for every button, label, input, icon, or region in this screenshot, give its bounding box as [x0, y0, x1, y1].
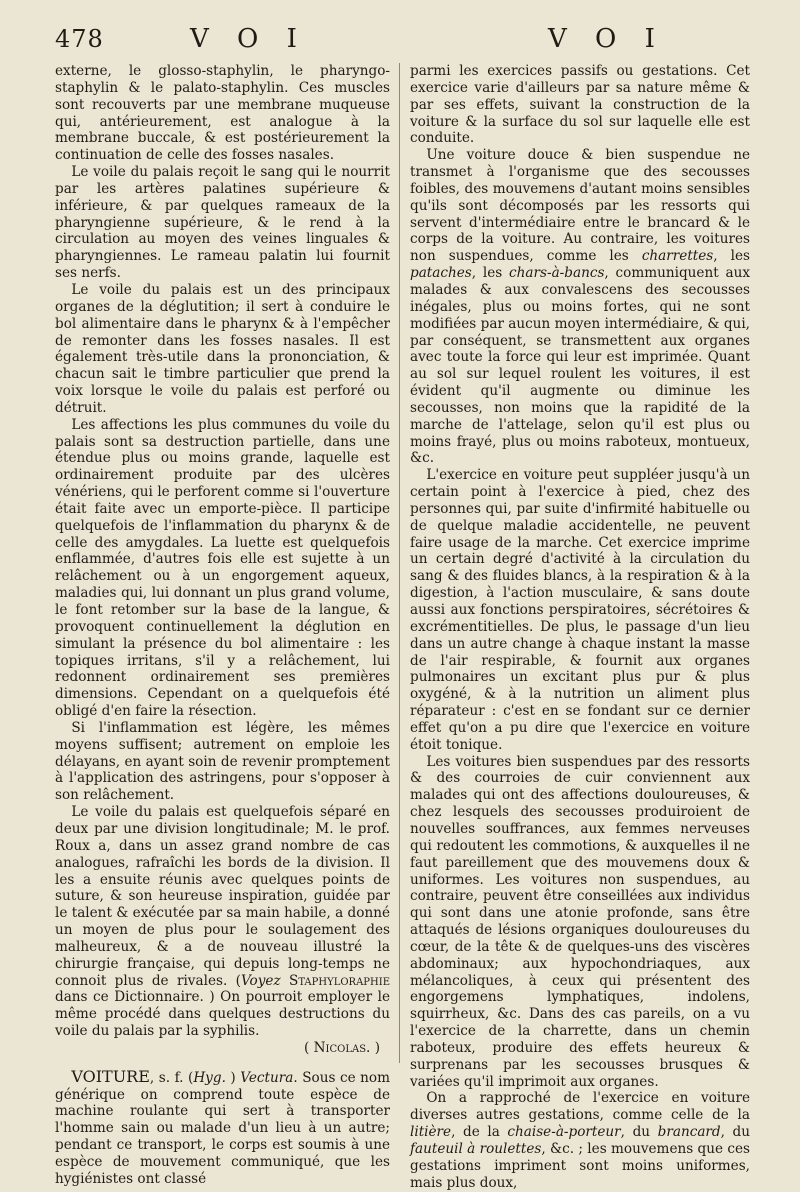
text-run: , du — [720, 1124, 750, 1141]
paragraph — [410, 1090, 750, 1191]
page-number: 478 — [55, 25, 104, 53]
text-run: , les — [713, 248, 750, 265]
paragraph: externe, le glosso-staphylin, le pharyngo-staphylin & le palato-staphylin. Ces muscles sont recouverts par une membrane muqueuse qui, antérieurement, est analogue à la membrane buccale, & est postérieurement la continuation de celle des fosses nasales. — [55, 63, 390, 164]
paragraph: Si l'inflammation est légère, les mêmes moyens suffisent; autrement on emploie les délayans, en ayant soin de revenir promptement à l'application des astringens, pour s'opposer à son relâchement. — [55, 719, 390, 804]
paragraph: Le voile du palais reçoit le sang qui le nourrit par les artères palatines supérieure & inférieure, & par quelques rameaux de la pharyngienne supérieure, & le rend à la circulation au moyen des veines linguales & pharyngiennes. Le rameau palatin lui fournit ses nerfs. — [55, 164, 390, 282]
italic-term: pataches — [410, 265, 472, 282]
paragraph: Les affections les plus communes du voile du palais sont sa destruction partielle, dans une étendue plus ou moins grande, laquelle est ordinairement produite par des ulcères vénériens, qui le perforent comme si l'ouverture était faite avec un emporte-pièce. Il participe quelquefois de l'inflammation du pharynx & de celle des amygdales. La luette est quelquefois enflammée, d'autres fois elle est sujette à un relâchement ou à un engorgement aqueux, maladies qui, lui donnant un plus grand volume, le font retomber sur la base de la langue, & provoquent continuellement la déglution en simulant la présence du bol alimentaire : les topiques irritans, s'il y a relâchement, lui redonnent ordinairement ses premières dimensions. Cependant on a quelquefois été obligé d'en faire la résection. — [55, 416, 390, 720]
italic-term: chars-à-bancs — [509, 265, 605, 282]
italic-term: charrettes — [641, 248, 714, 265]
text-run: dans ce Dictionnaire. ) On pourroit employer le même procédé dans quelques destructions du voile du palais par la syphilis. — [55, 989, 390, 1040]
text-run: ) — [225, 1069, 241, 1086]
domain-label: Hyg. — [193, 1069, 226, 1086]
text-run: Le voile du palais est quelquefois séparé en deux par une division longitudinale; M. le prof. Roux a, dans un assez grand nombre de cas analogues, rafraîchi les bords de la division. Il les a ensuite réunis avec quelques points de suture, & son heureuse inspiration, guidée par le talent & exécutée par sa main habile, a donné un moyen de plus pour le soulagement des malheureux, & a de nouveau illustré la chirurgie française, qui depuis long-temps ne connoit plus de rivales. ( — [55, 804, 390, 989]
italic-term: litière — [410, 1124, 452, 1141]
author-signature: ( Nicolas. ) — [304, 1039, 380, 1056]
entry-paragraph — [55, 1066, 390, 1188]
italic-term: fauteuil à roulettes — [410, 1141, 542, 1157]
text-run: , du — [620, 1124, 658, 1141]
text-run: , communiquent aux malades & aux convalescens des secousses inégales, plus ou moins fortes, qui ne sont modifiées par aucun moyen intermédiaire, & qui, par conséquent, se transmettent aux organes avec toute la force qui leur est imprimée. Quant au sol sur lequel roulent les voitures, il est évident qu'il augmente ou diminue les secousses, non moins que la rapidité de la marche de l'attelage, selon qu'il est plus ou moins frayé, plus ou moins raboteux, montueux, &c. — [410, 265, 750, 467]
text-run: , les — [471, 265, 510, 282]
left-column — [55, 63, 390, 1188]
running-head-right: V O I — [548, 24, 665, 54]
paragraph — [55, 804, 390, 1040]
text-run: , de la — [451, 1124, 508, 1141]
paragraph — [410, 147, 750, 467]
text-run: . Sous ce nom générique on comprend toute espèce de machine roulante qui sert à transporter l'homme sain ou malade d'un lieu à un autre; pendant ce transport, le corps est soumis à une espèce de mouvement communiqué, que les hygiénistes ont classé — [55, 1069, 390, 1187]
running-head-left: V O I — [190, 24, 307, 54]
right-column — [410, 63, 750, 1192]
paragraph: Les voitures bien suspendues par des ressorts & des courroies de cuir conviennent aux malades qui ont des affections douloureuses, & chez lesquels des secousses produiroient de nouvelles souffrances, aux femmes nerveuses qui redoutent les commotions, & auxquelles il ne faut pareillement que des mouvemens doux & uniformes. Les voitures non suspendues, au contraire, peuvent être conseillées aux individus qui sont dans une atonie profonde, sans être attaqués de lésions organiques douloureuses du cœur, de la tête & de quelques-uns des viscères abdominaux; aux hypochondriaques, aux mélancoliques, à ceux qui présentent des engorgemens lymphatiques, indolens, squirrheux, &c. Dans des cas pareils, on a vu l'exercice de la charrette, dans un chemin raboteux, produire des effets heureux & surprenans par les secousses brusques & variées qu'il imprimoit aux organes. — [410, 753, 750, 1090]
text-run: , &c. ; les mouvemens que ces gestations impriment sont moins uniformes, mais plus doux, — [410, 1141, 750, 1191]
latin-term: Vectura — [240, 1069, 294, 1086]
text-run: On a rapproché de l'exercice en voiture diverses autres gestations, comme celle de la — [410, 1090, 750, 1124]
paragraph: parmi les exercices passifs ou gestations. Cet exercice varie d'ailleurs par sa nature même & par ses effets, suivant la construction de la voiture & la surface du sol sur laquelle elle est conduite. — [410, 63, 750, 147]
see-also-label: Voyez — [240, 972, 281, 989]
text-run: , s. f. ( — [149, 1069, 194, 1086]
cross-reference: Staphyloraphie — [289, 972, 390, 989]
text-run: Une voiture douce & bien suspendue ne transmet à l'organisme que des secousses foibles, des mouvemens d'autant moins sensibles qu'ils sont décomposés par les ressorts qui servent d'intermédiaire entre le brancard & le corps de la voiture. Au contraire, les voitures non suspendues, comme les — [410, 147, 750, 265]
entry-headword: VOITURE — [71, 1066, 150, 1086]
column-rule — [399, 63, 400, 1063]
paragraph: Le voile du palais est un des principaux organes de la déglutition; il sert à conduire le bol alimentaire dans le pharynx & à l'empêcher de remonter dans les fosses nasales. Il est également très-utile dans la prononciation, & chacun sait le timbre particulier que prend la voix lorsque le voile du palais est perforé ou détruit. — [55, 281, 390, 416]
paragraph: L'exercice en voiture peut suppléer jusqu'à un certain point à l'exercice à pied, chez des personnes qui, par suite d'infirmité habituelle ou de quelque maladie accidentelle, ne peuvent faire usage de la marche. Cet exercice imprime un certain degré d'activité à la circulation du sang & des fluides blancs, à la respiration & à la digestion, à l'action musculaire, & sans doute aussi aux fonctions perspiratoires, sécrétoires & excrémentitielles. De plus, le passage d'un lieu dans un autre change à chaque instant la masse de l'air respirable, & fournit aux organes pulmonaires un excitant plus pur & plus oxygéné, & à la nutrition un aliment plus réparateur : c'est en se fondant sur ce dernier effet qu'on a pu dire que l'exercice en voiture étoit tonique. — [410, 467, 750, 753]
italic-term: brancard — [657, 1124, 721, 1141]
italic-term: chaise-à-porteur — [507, 1124, 621, 1141]
